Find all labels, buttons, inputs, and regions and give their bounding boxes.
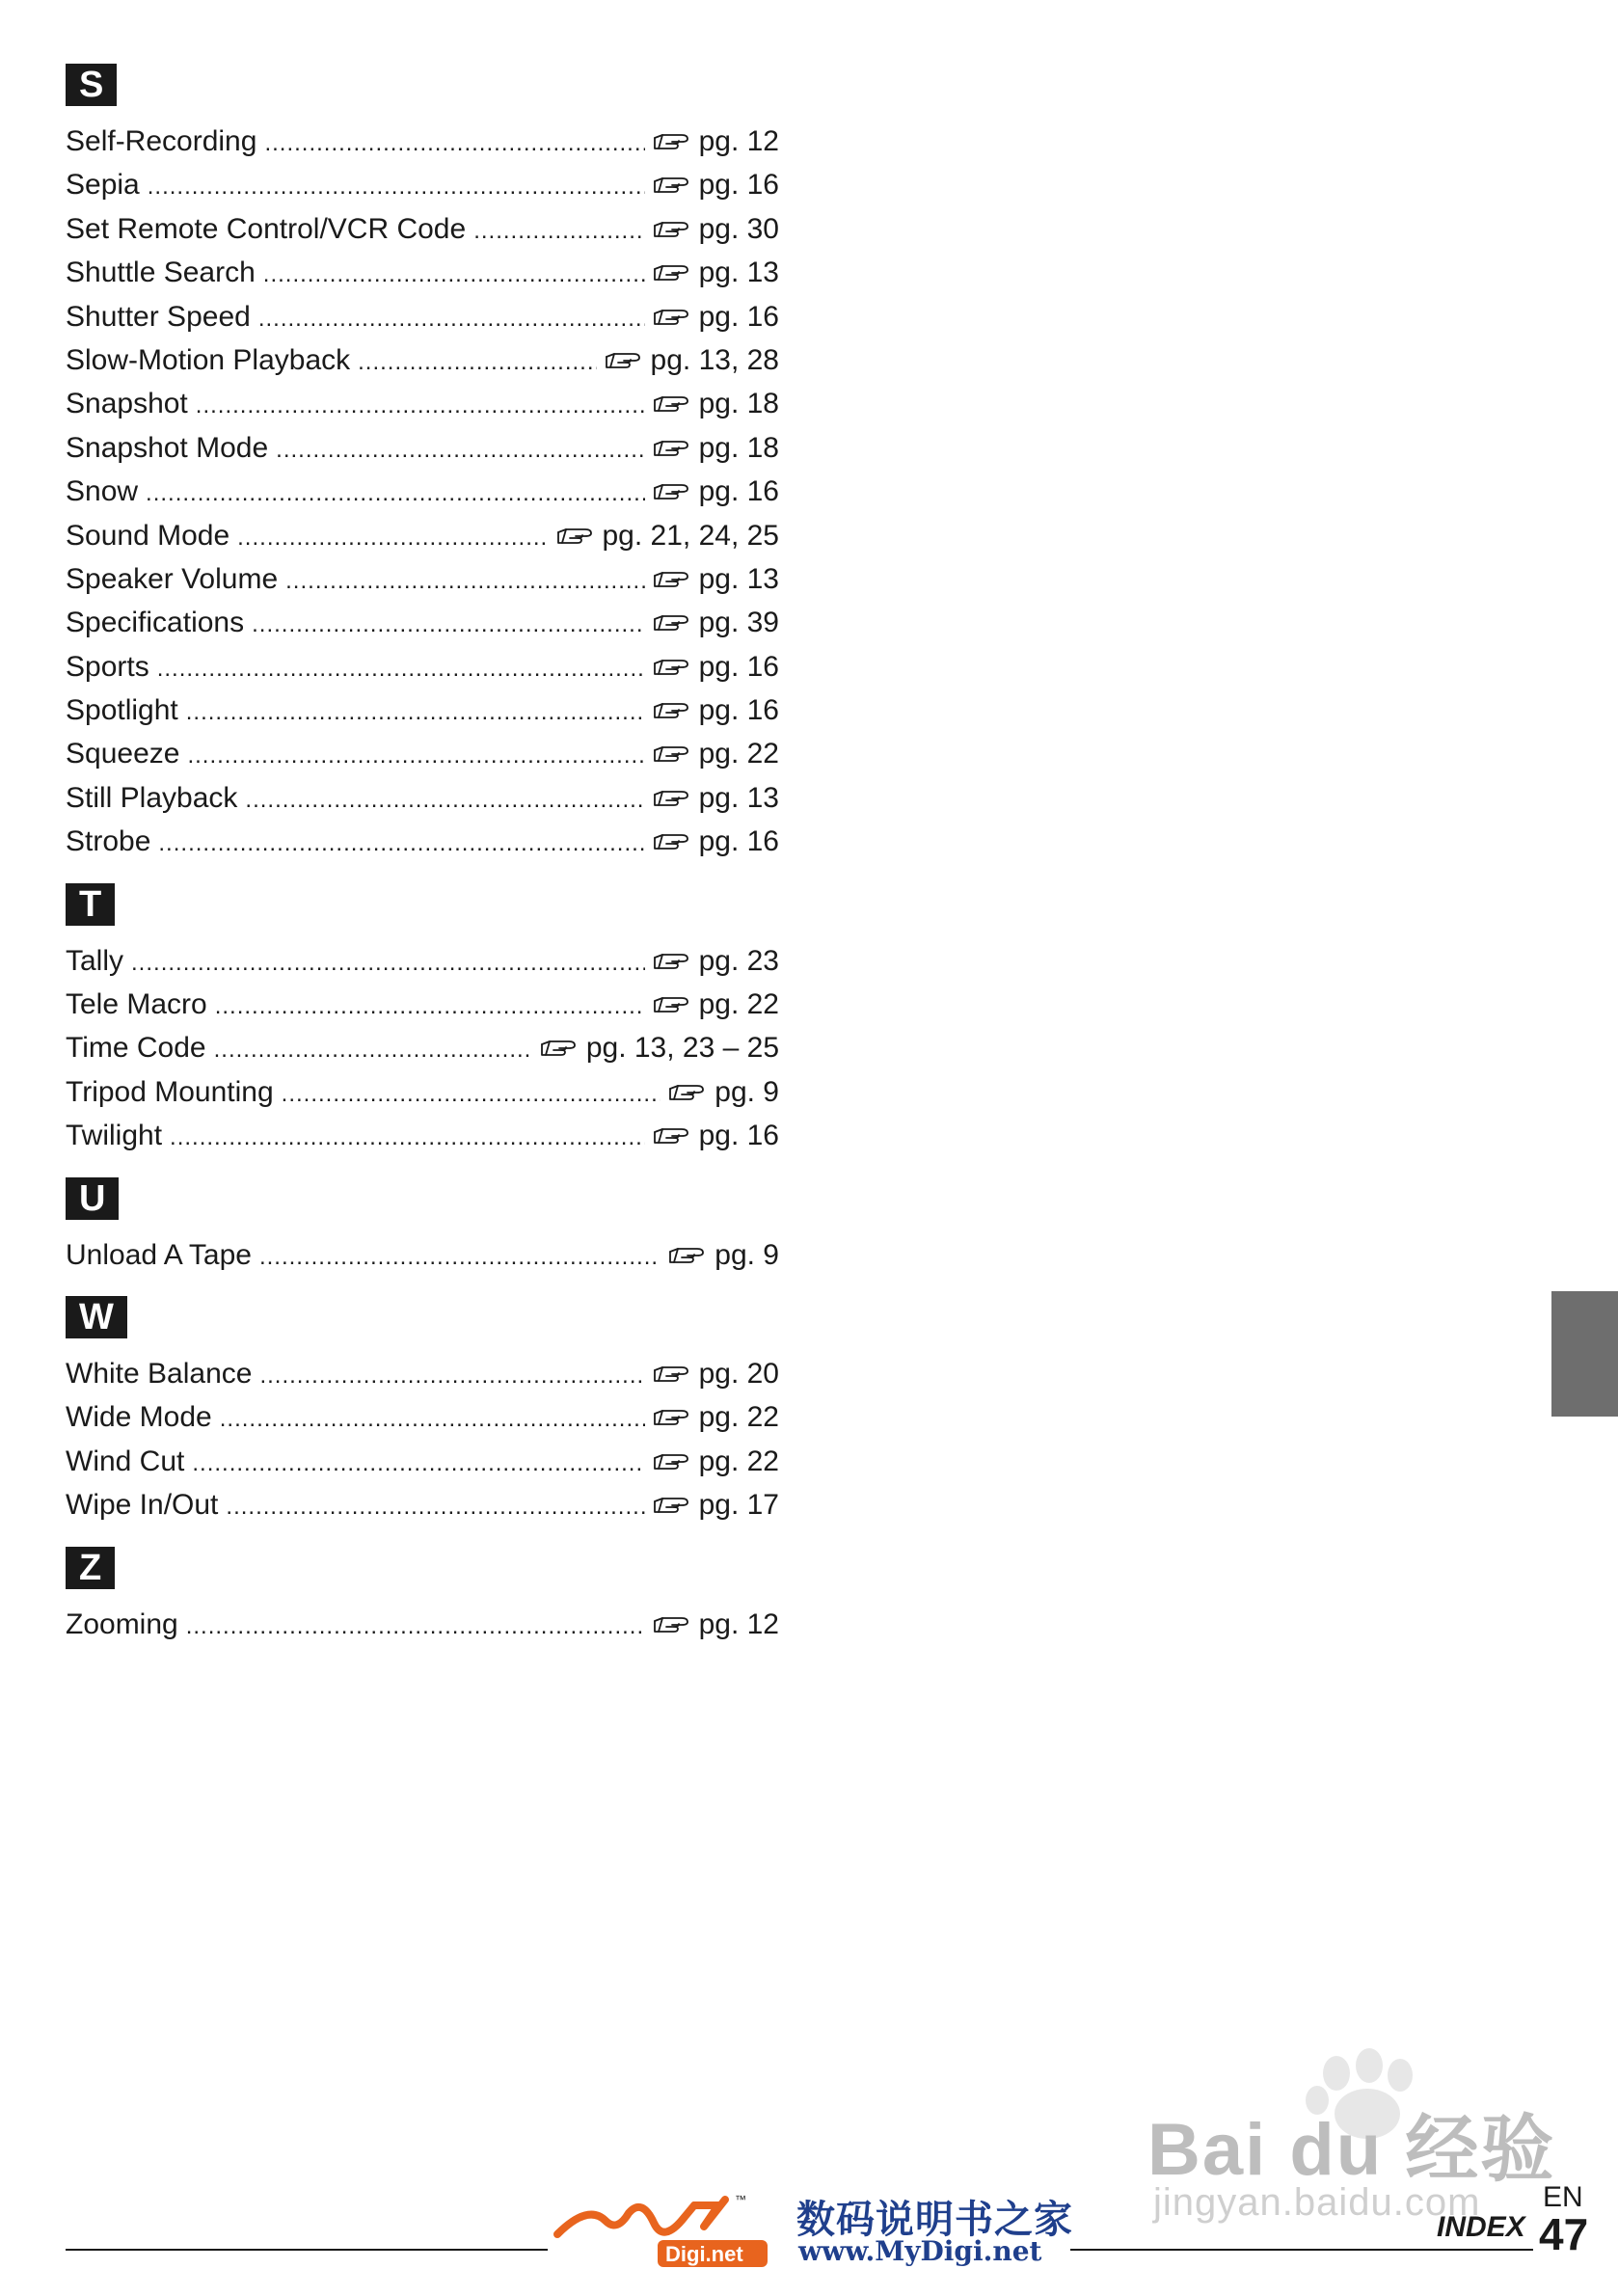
pointing-hand-icon [653,131,691,152]
dot-leader [186,1605,645,1648]
pointing-hand-icon [653,307,691,328]
pointing-hand-icon [653,994,691,1015]
index-entry [66,426,779,470]
dot-leader [258,297,645,340]
page-reference [653,470,779,513]
page-number: 47 [1539,2209,1589,2259]
pointing-hand-icon [653,1614,691,1635]
index-term: Snapshot [66,388,188,420]
page-reference-text: pg. 39 [698,607,779,639]
page-reference [668,1070,779,1114]
index-entry [66,689,779,732]
pointing-hand-icon [653,569,691,590]
index-entry [66,645,779,689]
page-reference-text: pg. 18 [698,388,779,420]
index-entry [66,983,779,1026]
index-section-t [66,883,779,1158]
index-section-u [66,1177,779,1277]
page-reference [540,1026,779,1069]
page-reference-text: pg. 16 [698,825,779,858]
page-reference-text: pg. 13, 23 – 25 [585,1032,779,1065]
page-reference-text: pg. 9 [715,1238,779,1271]
page-reference [668,1233,779,1277]
page-reference-text: pg. 22 [698,1445,779,1477]
page-reference-text: pg. 13 [698,562,779,595]
dot-leader [215,985,645,1028]
pointing-hand-icon [653,219,691,240]
pointing-hand-icon [653,1364,691,1385]
index-entry [66,939,779,983]
pointing-hand-icon [556,526,595,547]
pointing-hand-icon [653,743,691,765]
pointing-hand-icon [653,1407,691,1428]
index-entry [66,776,779,820]
index-term: Spotlight [66,694,178,727]
index-entry [66,1352,779,1395]
index-term: Wind Cut [66,1445,185,1477]
index-term: Zooming [66,1607,178,1640]
index-term: Snapshot Mode [66,431,269,464]
dot-leader [226,1485,644,1528]
pointing-hand-icon [653,1495,691,1516]
footer-language: EN [1543,2181,1583,2213]
dot-leader [264,122,644,165]
index-term: Wipe In/Out [66,1489,219,1522]
page-reference-text: pg. 9 [715,1075,779,1108]
page-reference-text: pg. 16 [698,650,779,683]
page-reference-text: pg. 16 [698,300,779,333]
section-letter-badge: Z [66,1547,115,1589]
index-column [66,64,779,1646]
page-reference-text: pg. 13 [698,781,779,814]
index-entry [66,732,779,775]
page-reference [653,295,779,338]
section-letter-badge: S [66,64,117,106]
page-reference-text: pg. 16 [698,1120,779,1152]
baidu-watermark-url: jingyan.baidu.com [1153,2181,1481,2224]
dot-leader [259,1354,644,1397]
page-reference-text: pg. 20 [698,1357,779,1390]
dot-leader [157,647,645,690]
index-term: Snow [66,475,139,508]
section-letter-badge: T [66,883,115,926]
index-entry [66,470,779,513]
dot-leader [214,1028,532,1071]
index-term: Sports [66,650,149,683]
index-section-s [66,64,779,864]
dot-leader [358,340,596,384]
page-reference [653,645,779,689]
index-term: Shutter Speed [66,300,251,333]
pointing-hand-icon [668,1245,707,1266]
index-entry [66,382,779,425]
page-reference-text: pg. 16 [698,694,779,727]
index-entry-list [66,939,779,1158]
dot-leader [263,253,645,296]
index-entry [66,338,779,382]
dot-leader [282,1072,661,1116]
section-letter-badge: W [66,1296,127,1338]
index-entry [66,1026,779,1069]
pointing-hand-icon [653,1125,691,1147]
index-entry [66,601,779,644]
page-reference-text: pg. 13 [698,257,779,289]
pointing-hand-icon [653,951,691,972]
index-term: Self-Recording [66,125,257,157]
index-entry [66,1233,779,1277]
page-reference-text: pg. 13, 28 [650,343,779,376]
side-tab-marker [1551,1291,1618,1417]
dot-leader [259,1235,661,1279]
index-term: Squeeze [66,738,180,770]
page-reference [605,338,779,382]
index-term: Still Playback [66,781,238,814]
index-entry [66,207,779,251]
index-term: Time Code [66,1032,206,1065]
index-entry [66,251,779,294]
index-term: White Balance [66,1357,253,1390]
page-reference [653,382,779,425]
baidu-watermark: Bai du 经验 [1147,2109,1556,2191]
dot-leader [237,516,548,559]
page-reference [653,1114,779,1157]
index-term: Tele Macro [66,988,207,1021]
page-reference-text: pg. 17 [698,1489,779,1522]
mydigi-chinese-title: 数码说明书之家 [796,2197,1073,2242]
pointing-hand-icon [653,175,691,196]
dot-leader [192,1442,644,1485]
pointing-hand-icon [605,350,643,371]
page-reference-text: pg. 16 [698,475,779,508]
mydigi-url: www.MyDigi.net [798,2235,1042,2267]
index-term: Shuttle Search [66,257,256,289]
page-reference-text: pg. 23 [698,944,779,977]
index-term: Sepia [66,169,140,202]
page-reference [653,776,779,820]
index-term: Tripod Mounting [66,1075,274,1108]
pointing-hand-icon [653,657,691,678]
page-reference-text: pg. 22 [698,1401,779,1434]
dot-leader [146,472,645,515]
page-reference [653,689,779,732]
dot-leader [473,209,644,253]
page-reference [653,251,779,294]
pointing-hand-icon [668,1082,707,1103]
index-term: Tally [66,944,124,977]
dot-leader [131,941,645,985]
dot-leader [158,822,644,865]
page-reference-text: pg. 21, 24, 25 [602,519,779,552]
page-reference [653,983,779,1026]
page-reference [653,1395,779,1439]
index-term: Set Remote Control/VCR Code [66,212,467,245]
index-term: Unload A Tape [66,1238,252,1271]
index-term: Wide Mode [66,1401,212,1434]
index-entry [66,295,779,338]
page-reference [653,732,779,775]
footer-rule-left [66,2249,548,2251]
dot-leader [170,1116,645,1159]
mydigi-tm: ™ [735,2193,746,2206]
index-entry-list [66,120,779,864]
page-reference-text: pg. 16 [698,169,779,202]
dot-leader [245,778,644,822]
page-reference [653,1352,779,1395]
pointing-hand-icon [653,612,691,634]
pointing-hand-icon [653,1451,691,1472]
dot-leader [187,734,644,777]
page-reference-text: pg. 12 [698,1607,779,1640]
dot-leader [196,384,645,427]
index-section-w [66,1296,779,1527]
index-entry [66,514,779,557]
page-reference [653,1603,779,1646]
index-entry [66,820,779,863]
index-term: Slow-Motion Playback [66,343,351,376]
index-entry [66,1440,779,1483]
pointing-hand-icon [653,700,691,721]
index-term: Twilight [66,1120,163,1152]
page-reference [653,207,779,251]
page-reference [653,601,779,644]
pointing-hand-icon [653,438,691,459]
mydigi-logo [550,2184,791,2271]
dot-leader [285,559,644,603]
dot-leader [186,690,645,734]
page-reference [653,426,779,470]
index-entry [66,1395,779,1439]
pointing-hand-icon [653,481,691,502]
index-entry-list [66,1352,779,1527]
pointing-hand-icon [653,788,691,809]
index-term: Sound Mode [66,519,230,552]
footer-section-label: INDEX [1437,2211,1525,2243]
pointing-hand-icon [653,393,691,415]
page-reference [653,1483,779,1526]
index-term: Specifications [66,607,245,639]
dot-leader [276,428,644,472]
footer-rule-right [1070,2249,1533,2251]
mydigi-badge: Digi.net [665,2242,743,2266]
page-reference-text: pg. 18 [698,431,779,464]
page-reference [653,820,779,863]
index-entry [66,1070,779,1114]
index-entry [66,1603,779,1646]
page-reference [556,514,780,557]
index-entry [66,120,779,163]
pointing-hand-icon [653,262,691,284]
index-entry-list [66,1603,779,1646]
pointing-hand-icon [653,831,691,852]
page-reference-text: pg. 12 [698,125,779,157]
index-entry [66,163,779,206]
page-reference [653,120,779,163]
page-reference-text: pg. 22 [698,738,779,770]
index-term: Strobe [66,825,151,858]
index-term: Speaker Volume [66,562,279,595]
dot-leader [148,165,645,208]
section-letter-badge: U [66,1177,119,1220]
dot-leader [252,603,644,646]
page-reference [653,1440,779,1483]
page-reference [653,163,779,206]
index-entry [66,1483,779,1526]
page-reference-text: pg. 22 [698,988,779,1021]
page-reference [653,557,779,601]
index-entry [66,557,779,601]
pointing-hand-icon [540,1038,579,1059]
page-reference [653,939,779,983]
index-entry-list [66,1233,779,1277]
page-reference-text: pg. 30 [698,212,779,245]
index-entry [66,1114,779,1157]
dot-leader [220,1397,645,1441]
index-section-z [66,1547,779,1646]
